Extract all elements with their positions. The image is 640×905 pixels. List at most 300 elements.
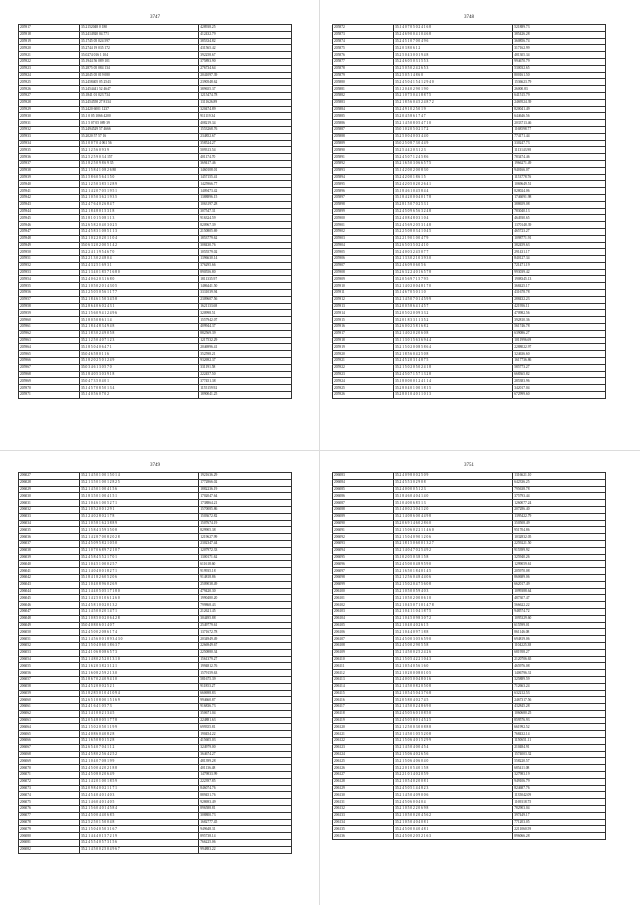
panel-bottom-left (18, 462, 292, 892)
value-cell: 1060680.25 (513, 710, 606, 717)
row-id-cell: 206088 (333, 506, 394, 513)
row-id-cell: 205946 (19, 222, 80, 229)
coordinate-cell: 35.2 1 0 5 4 5 0 4 3 7 6 8 (394, 690, 513, 697)
table-row (333, 792, 606, 799)
coordinate-cell: 35.2 1 5 0 2 0 5 0 2 4 1 8 (394, 364, 513, 371)
value-cell: 409944.37 (199, 324, 292, 331)
table-row (19, 588, 292, 595)
coordinate-cell: 35.2 4 0 0 5 0 0 4 8 0 1 6 (394, 676, 513, 683)
row-id-cell: 206069 (19, 758, 80, 765)
coordinate-cell: 35.1 8 0 5 0 8 6 1 1 4 (80, 317, 199, 324)
value-cell: 401136.48 (199, 765, 292, 772)
coordinate-cell: 35.2 1 8 1 5 0 6 0 0 1 3 2 7 (394, 540, 513, 547)
table-row (333, 676, 606, 683)
coordinate-cell: 35.1944 56 089 101 (80, 58, 199, 65)
table-row (19, 683, 292, 690)
table-row (19, 351, 292, 358)
table-row (333, 269, 606, 276)
row-id-cell: 205922 (333, 364, 394, 371)
value-cell: 1217532.29 (199, 337, 292, 344)
coordinate-cell: 35.2 1 0 5 8 1 6 2 3 8 8 9 (80, 520, 199, 527)
coordinate-cell: 35.1 8 4 0 5 3 0 3 9 1 8 (80, 371, 199, 378)
table-row (333, 493, 606, 500)
value-cell: 385334.82 (199, 38, 292, 45)
value-cell: 800161.50 (513, 72, 606, 79)
table-row (19, 45, 292, 52)
value-cell: 1299059.61 (513, 561, 606, 568)
coordinate-cell: 35.2 0 5 4 8 0 0 5 1 7 7 8 (80, 717, 199, 724)
coordinate-cell: 35.2 4 5 0 0 2 0 8 6 1 7 4 (80, 629, 199, 636)
coordinate-cell: 35.2 4 0 6 2 0 3 1 6 8 0 (80, 276, 199, 283)
value-cell: 1507674.19 (199, 520, 292, 527)
row-id-cell: 206049 (19, 622, 80, 629)
row-id-cell: 206070 (19, 765, 80, 772)
table-row (333, 799, 606, 806)
value-cell: 1890041.25 (199, 392, 292, 399)
table-row (333, 310, 606, 317)
value-cell: 392258.67 (199, 52, 292, 59)
table-row (19, 126, 292, 133)
row-id-cell: 205874 (333, 38, 394, 45)
value-cell: 774171.44 (513, 133, 606, 140)
table-row (333, 72, 606, 79)
value-cell: 470982.56 (513, 310, 606, 317)
row-id-cell: 206061 (19, 704, 80, 711)
value-cell: 642336.25 (513, 479, 606, 486)
row-id-cell: 206096 (333, 561, 394, 568)
coordinate-cell: 35.2 0 0 5 8 6 4 1 4 5 7 (394, 303, 513, 310)
row-id-cell: 206075 (19, 799, 80, 806)
row-id-cell: 206090 (333, 520, 394, 527)
value-cell: 1370148.39 (513, 222, 606, 229)
value-cell: 585773.27 (513, 364, 606, 371)
value-cell: 1966271.49 (513, 160, 606, 167)
value-cell: 291431.17 (513, 249, 606, 256)
table-row (333, 194, 606, 201)
coordinate-cell: 35.2 1 2 5 6 0 9 3 9 (80, 147, 199, 154)
value-cell: 824687.76 (513, 785, 606, 792)
value-cell: 1921636.29 (199, 473, 292, 480)
value-cell: 672999.60 (513, 392, 606, 399)
table-row (19, 283, 292, 290)
coordinate-cell: 35.2 4 0 9 8 0 0 2 5 0 9 (394, 473, 513, 480)
row-id-cell: 205899 (333, 208, 394, 215)
table-row (333, 568, 606, 575)
row-id-cell: 205892 (333, 160, 394, 167)
value-cell: 1169318.75 (513, 799, 606, 806)
coordinate-cell: 35.2 1 0 2 0 0 0 8 0 1 0 5 (394, 670, 513, 677)
value-cell: 224881.63 (199, 717, 292, 724)
value-cell: 465976.08 (513, 663, 606, 670)
value-cell: 771203.05 (513, 819, 606, 826)
row-id-cell: 206036 (19, 534, 80, 541)
table-row (333, 670, 606, 677)
coordinate-cell: 35.2 5 0 4 3 0 0 1 9 4 8 (394, 52, 513, 59)
value-cell: 712663.24 (513, 683, 606, 690)
row-id-cell: 205882 (333, 92, 394, 99)
table-row (333, 126, 606, 133)
table-row (333, 58, 606, 65)
table-row (333, 717, 606, 724)
coordinate-cell: 35.2 6 5 1 0 8 0 0 1 5 1 6 9 (80, 697, 199, 704)
value-cell: 431565.42 (199, 45, 292, 52)
row-id-cell: 206127 (333, 772, 394, 779)
coordinate-cell: 35.2 4 5 0 9 5 8 2 1 0 5 0 (80, 540, 199, 547)
value-cell: 2509038.49 (199, 581, 292, 588)
value-cell: 766225.06 (199, 840, 292, 847)
table-row (19, 38, 292, 45)
row-id-cell: 206115 (333, 690, 394, 697)
coordinate-cell: 35.2 8 1 5 0 7 0 2 5 3 1 (394, 201, 513, 208)
table-row (19, 215, 292, 222)
table-row (333, 704, 606, 711)
row-id-cell: 206042 (19, 574, 80, 581)
value-cell: 1425966.77 (199, 181, 292, 188)
value-cell: 660698.83 (199, 690, 292, 697)
coordinate-cell: 35.2 1 0 5 4 0 2 0 0 8 1 (394, 778, 513, 785)
row-id-cell: 205881 (333, 86, 394, 93)
row-id-cell: 206027 (19, 473, 80, 480)
table-row (19, 167, 292, 174)
value-cell: 911119.34 (199, 113, 292, 120)
row-id-cell: 205906 (333, 256, 394, 263)
coordinate-cell: 35.2 4 5 8 3 1 0 8 5 1 1 3 (80, 228, 199, 235)
value-cell: 915399.92 (513, 547, 606, 554)
coordinate-cell: 35.2744 19 035 172 (80, 45, 199, 52)
value-cell: 1095329.60 (513, 615, 606, 622)
value-cell: 2041097.39 (199, 72, 292, 79)
value-cell: 1990480.20 (199, 595, 292, 602)
table-row (19, 595, 292, 602)
coordinate-cell: 35.0 4 6 5 8 0 1 1 6 (80, 351, 199, 358)
row-id-cell: 206073 (19, 785, 80, 792)
coordinate-cell: 35.2 0 3 8 0 6 1 2 (394, 45, 513, 52)
table-row (19, 758, 292, 765)
value-cell: 694819.06 (513, 636, 606, 643)
value-cell: 1479833.99 (199, 772, 292, 779)
coordinate-cell: 35.2 0 6 9 1 4 6 0 2 8 6 0 (394, 520, 513, 527)
coordinate-cell: 35.2420 6001 1237 (80, 106, 199, 113)
table-row (19, 92, 292, 99)
row-id-cell: 206105 (333, 622, 394, 629)
coordinate-cell: 35.2 1 0 4 0 8 9 6 0 2 6 9 (80, 581, 199, 588)
coordinate-cell: 35.2 5 2 5 0 1 5 0 0 4 8 (80, 819, 199, 826)
coordinate-cell: 35.1 1 3 0 1 5 6 3 6 9 4 4 (394, 337, 513, 344)
value-cell: 389655.37 (199, 86, 292, 93)
coordinate-cell: 35.2454558 27 8134 (80, 99, 199, 106)
row-id-cell: 206071 (19, 772, 80, 779)
value-cell: 861146.08 (513, 629, 606, 636)
table-row (19, 724, 292, 731)
coordinate-cell: 35.2 1 5 8 4 3 5 9 3 5 0 8 (80, 527, 199, 534)
value-cell: 207286.40 (513, 506, 606, 513)
row-id-cell: 206059 (19, 690, 80, 697)
value-cell: 1032832.05 (513, 534, 606, 541)
value-cell: 377451.38 (199, 378, 292, 385)
table-row (19, 717, 292, 724)
value-cell: 1104225.38 (513, 642, 606, 649)
row-id-cell: 205961 (19, 324, 80, 331)
row-id-cell: 205914 (333, 310, 394, 317)
value-cell: 2309607.56 (199, 296, 292, 303)
data-table (332, 24, 606, 399)
row-id-cell: 205922 (19, 58, 80, 65)
value-cell: 1316621.10 (513, 473, 606, 480)
coordinate-cell: 35.2 1 0 5 0 0 2 0 4 5 6 2 (394, 812, 513, 819)
coordinate-cell: 35.2 1 5 0 4 0 6 0 1 8 6 3 7 (80, 642, 199, 649)
table-row (19, 296, 292, 303)
row-id-cell: 206092 (333, 534, 394, 541)
table-row (333, 174, 606, 181)
row-id-cell: 206095 (333, 554, 394, 561)
table-row (19, 344, 292, 351)
value-cell: 212621.45 (199, 608, 292, 615)
row-id-cell: 206120 (333, 724, 394, 731)
coordinate-cell: 35.2 1 4 1 0 0 2 1 3 4 5 (80, 710, 199, 717)
table-row (19, 99, 292, 106)
value-cell: 412432.79 (199, 31, 292, 38)
value-cell: 2288022.97 (513, 344, 606, 351)
row-id-cell: 205903 (333, 235, 394, 242)
row-id-cell: 205931 (19, 120, 80, 127)
coordinate-cell: 35.2 1 4 0 2 0 0 4 8 1 7 0 (394, 283, 513, 290)
coordinate-cell: 35.2020 57 57 16 (80, 133, 199, 140)
row-id-cell: 205895 (333, 181, 394, 188)
table-row (19, 826, 292, 833)
value-cell: 668365.82 (513, 371, 606, 378)
table-row (19, 72, 292, 79)
table-row (333, 249, 606, 256)
value-cell: 1207972.33 (199, 547, 292, 554)
table-row (333, 473, 606, 480)
row-id-cell: 205894 (333, 174, 394, 181)
coordinate-cell: 35.2 8 0 4 0 1 0 0 1 8 1 5 (394, 385, 513, 392)
table-row (19, 222, 292, 229)
coordinate-cell: 35.2 1 8 3 0 2 4 9 0 5 8 (80, 330, 199, 337)
coordinate-cell: 35.2 4 5 0 0 3 0 5 6 5 9 0 (394, 636, 513, 643)
value-cell: 388659.08 (513, 201, 606, 208)
row-id-cell: 206126 (333, 765, 394, 772)
row-id-cell: 205937 (19, 160, 80, 167)
value-cell: 2259221.50 (513, 540, 606, 547)
coordinate-cell: 35.2 1 0 7 0 6 8 9 7 2 1 0 7 (80, 547, 199, 554)
coordinate-cell: 35.1 4 5 7 0 8 5 0 1 3 4 (80, 385, 199, 392)
coordinate-cell: 35.2 2 5 0 8 0 3 4 1 0 4 5 (394, 228, 513, 235)
row-id-cell: 205934 (19, 140, 80, 147)
table-row (333, 351, 606, 358)
table-row (19, 52, 292, 59)
coordinate-cell: 35.2 1 0 5 0 2 2 0 6 9 8 (394, 806, 513, 813)
row-id-cell: 205923 (19, 65, 80, 72)
table-row (19, 120, 292, 127)
coordinate-cell: 35.0 4 7 3 5 0 4 0 1 (80, 378, 199, 385)
row-id-cell: 206094 (333, 547, 394, 554)
row-id-cell: 205908 (333, 269, 394, 276)
row-id-cell: 205923 (333, 371, 394, 378)
row-id-cell: 206087 (333, 500, 394, 507)
table-row (333, 208, 606, 215)
table-row (19, 113, 292, 120)
value-cell: 325940.26 (513, 554, 606, 561)
table-row (333, 276, 606, 283)
row-id-cell: 206040 (19, 561, 80, 568)
row-id-cell: 205896 (333, 188, 394, 195)
coordinate-cell: 35.2 4 3 2 5 1 6 9 3 1 (80, 262, 199, 269)
table-row (19, 31, 292, 38)
value-cell: 1215474.78 (199, 92, 292, 99)
coordinate-cell: 35.2 4 5 2 0 3 1 4 8 7 5 (394, 358, 513, 365)
value-cell: 487307.47 (513, 595, 606, 602)
value-cell: 1150651.11 (513, 738, 606, 745)
coordinate-cell: 35.2 1 5 0 2 0 0 8 5 8 6 4 (394, 344, 513, 351)
row-id-cell: 205886 (333, 120, 394, 127)
value-cell: 307547.31 (199, 208, 292, 215)
table-row (333, 283, 606, 290)
coordinate-cell: 35.2 1 8 5 6 0 4 5 2 4 8 7 2 (394, 99, 513, 106)
value-cell: 681958.27 (513, 649, 606, 656)
value-cell: 385426.28 (513, 31, 606, 38)
row-id-cell: 206037 (19, 540, 80, 547)
panel-top-right (332, 14, 606, 444)
value-cell: 324636.60 (513, 351, 606, 358)
coordinate-cell: 35.2 1 5 0 4 0 5 0 3 1 6 7 (80, 826, 199, 833)
value-cell: 317162.99 (513, 45, 606, 52)
coordinate-cell: 35.2 1 4 4 0 5 0 5 1 7 1 8 0 (80, 588, 199, 595)
value-cell: 368425.17 (513, 283, 606, 290)
coordinate-cell: 35.2 1 4 0 4 0 0 1 8 2 7 1 (80, 568, 199, 575)
table-row (19, 608, 292, 615)
table-row (19, 262, 292, 269)
table-row (19, 731, 292, 738)
coordinate-cell: 35.2 4 5 0 0 4 2 0 2 1 8 8 (80, 765, 199, 772)
coordinate-cell: 35.2 1 4 4 4 0 1 5 7 2 1 9 (80, 833, 199, 840)
coordinate-cell: 35.2 1 8 4 8 0 1 5 3 1 8 (80, 208, 199, 215)
row-id-cell: 205941 (19, 188, 80, 195)
table-row (19, 568, 292, 575)
row-id-cell: 205963 (19, 337, 80, 344)
coordinate-cell: 35.2 1 5 0 2 0 5 0 1 1 9 9 (80, 724, 199, 731)
table-row (333, 113, 606, 120)
value-cell: 375793.44 (513, 493, 606, 500)
table-row (19, 602, 292, 609)
coordinate-cell: 35.1 8 3 5 0 1 0 0 4 1 5 1 (80, 493, 199, 500)
table-row (333, 649, 606, 656)
value-cell: 2211060.59 (513, 826, 606, 833)
row-id-cell: 205902 (333, 228, 394, 235)
value-cell: 432845.28 (513, 704, 606, 711)
coordinate-cell: 35.1 5 07 05 089 39 (80, 120, 199, 127)
table-row (19, 663, 292, 670)
table-row (19, 785, 292, 792)
table-row (333, 256, 606, 263)
coordinate-cell: 35.2 1 4 2 0 7 0 5 1 9 5 1 (80, 188, 199, 195)
value-cell: 331191.58 (199, 364, 292, 371)
table-row (19, 751, 292, 758)
coordinate-cell: 35.1 4 0 5 6 0 7 0 2 (80, 392, 199, 399)
row-id-cell: 206091 (333, 527, 394, 534)
value-cell: 581675.39 (199, 676, 292, 683)
coordinate-cell: 35.2 4 5 0 0 2 9 0 5 5 8 (394, 642, 513, 649)
row-id-cell: 205967 (19, 364, 80, 371)
row-id-cell: 205930 (19, 113, 80, 120)
coordinate-cell: 35.1 8 4 6 0 4 0 4 1 4 0 (394, 493, 513, 500)
coordinate-cell: 35.2 4 0 0 0 0 5 1 2 3 (394, 486, 513, 493)
table-row (333, 513, 606, 520)
table-row (333, 296, 606, 303)
table-row (19, 615, 292, 622)
row-id-cell: 206132 (333, 806, 394, 813)
coordinate-cell: 35.2458405 05 2543 (80, 79, 199, 86)
row-id-cell: 206074 (19, 792, 80, 799)
table-row (333, 222, 606, 229)
row-id-cell: 205917 (333, 330, 394, 337)
coordinate-cell: 35.2 1 5 0 6 4 0 1 5 2 9 9 (394, 738, 513, 745)
coordinate-cell: 35.2 1 4 0 8 6 0 0 4 4 9 8 (394, 513, 513, 520)
row-id-cell: 205910 (333, 283, 394, 290)
value-cell: 421956.11 (513, 303, 606, 310)
value-cell: 320474.89 (199, 106, 292, 113)
table-row (333, 561, 606, 568)
row-id-cell: 206128 (333, 778, 394, 785)
coordinate-cell: 35.2 4 5 5 3 0 2 9 0 8 (394, 479, 513, 486)
row-id-cell: 206039 (19, 554, 80, 561)
row-id-cell: 206093 (333, 540, 394, 547)
value-cell: 994660.87 (199, 697, 292, 704)
row-id-cell: 206123 (333, 744, 394, 751)
table-row (333, 826, 606, 833)
value-cell: 350508.49 (513, 520, 606, 527)
table-row (333, 765, 606, 772)
table-row (333, 520, 606, 527)
row-id-cell: 205956 (19, 290, 80, 297)
table-row (333, 683, 606, 690)
row-id-cell: 205920 (333, 351, 394, 358)
value-cell: 210484.91 (513, 744, 606, 751)
coordinate-cell: 35.2152048 0 180 (80, 25, 199, 32)
vertical-divider (319, 0, 320, 905)
table-row (333, 392, 606, 399)
value-cell: 685411.08 (513, 765, 606, 772)
coordinate-cell: 35.1 0 0 7 0 4 061 56 (80, 140, 199, 147)
coordinate-cell: 35.2 1 5 0 6 0 2 2 1 1 4 6 0 (394, 527, 513, 534)
table-row (333, 636, 606, 643)
row-id-cell: 206106 (333, 629, 394, 636)
table-row (19, 833, 292, 840)
table-row (19, 486, 292, 493)
coordinate-cell: 35.2 4 5 0 0 0 4 0 4 8 1 (394, 826, 513, 833)
table-row (19, 799, 292, 806)
table-row (19, 330, 292, 337)
coordinate-cell: 35.2 4 1 0 6 8 0 8 6 5 7 3 (80, 649, 199, 656)
table-row (333, 25, 606, 32)
value-cell: 1460108.01 (199, 167, 292, 174)
value-cell: 932692.37 (199, 358, 292, 365)
coordinate-cell: 35.2 4 5 0 5 6 0 1 0 8 5 0 (394, 710, 513, 717)
table-row (333, 527, 606, 534)
row-id-cell: 206086 (333, 493, 394, 500)
value-cell: 949106.79 (513, 778, 606, 785)
value-cell: 2046996.41 (199, 344, 292, 351)
row-id-cell: 205926 (333, 392, 394, 399)
row-id-cell: 205904 (333, 242, 394, 249)
table-row (333, 595, 606, 602)
row-id-cell: 206058 (19, 683, 80, 690)
row-id-cell: 205872 (333, 25, 394, 32)
coordinate-cell: 35.2 1 4 5 0 8 0 5 4 7 1 0 (394, 120, 513, 127)
value-cell: 1908345.13 (513, 276, 606, 283)
table-row (19, 493, 292, 500)
value-cell: 1682777.45 (199, 819, 292, 826)
